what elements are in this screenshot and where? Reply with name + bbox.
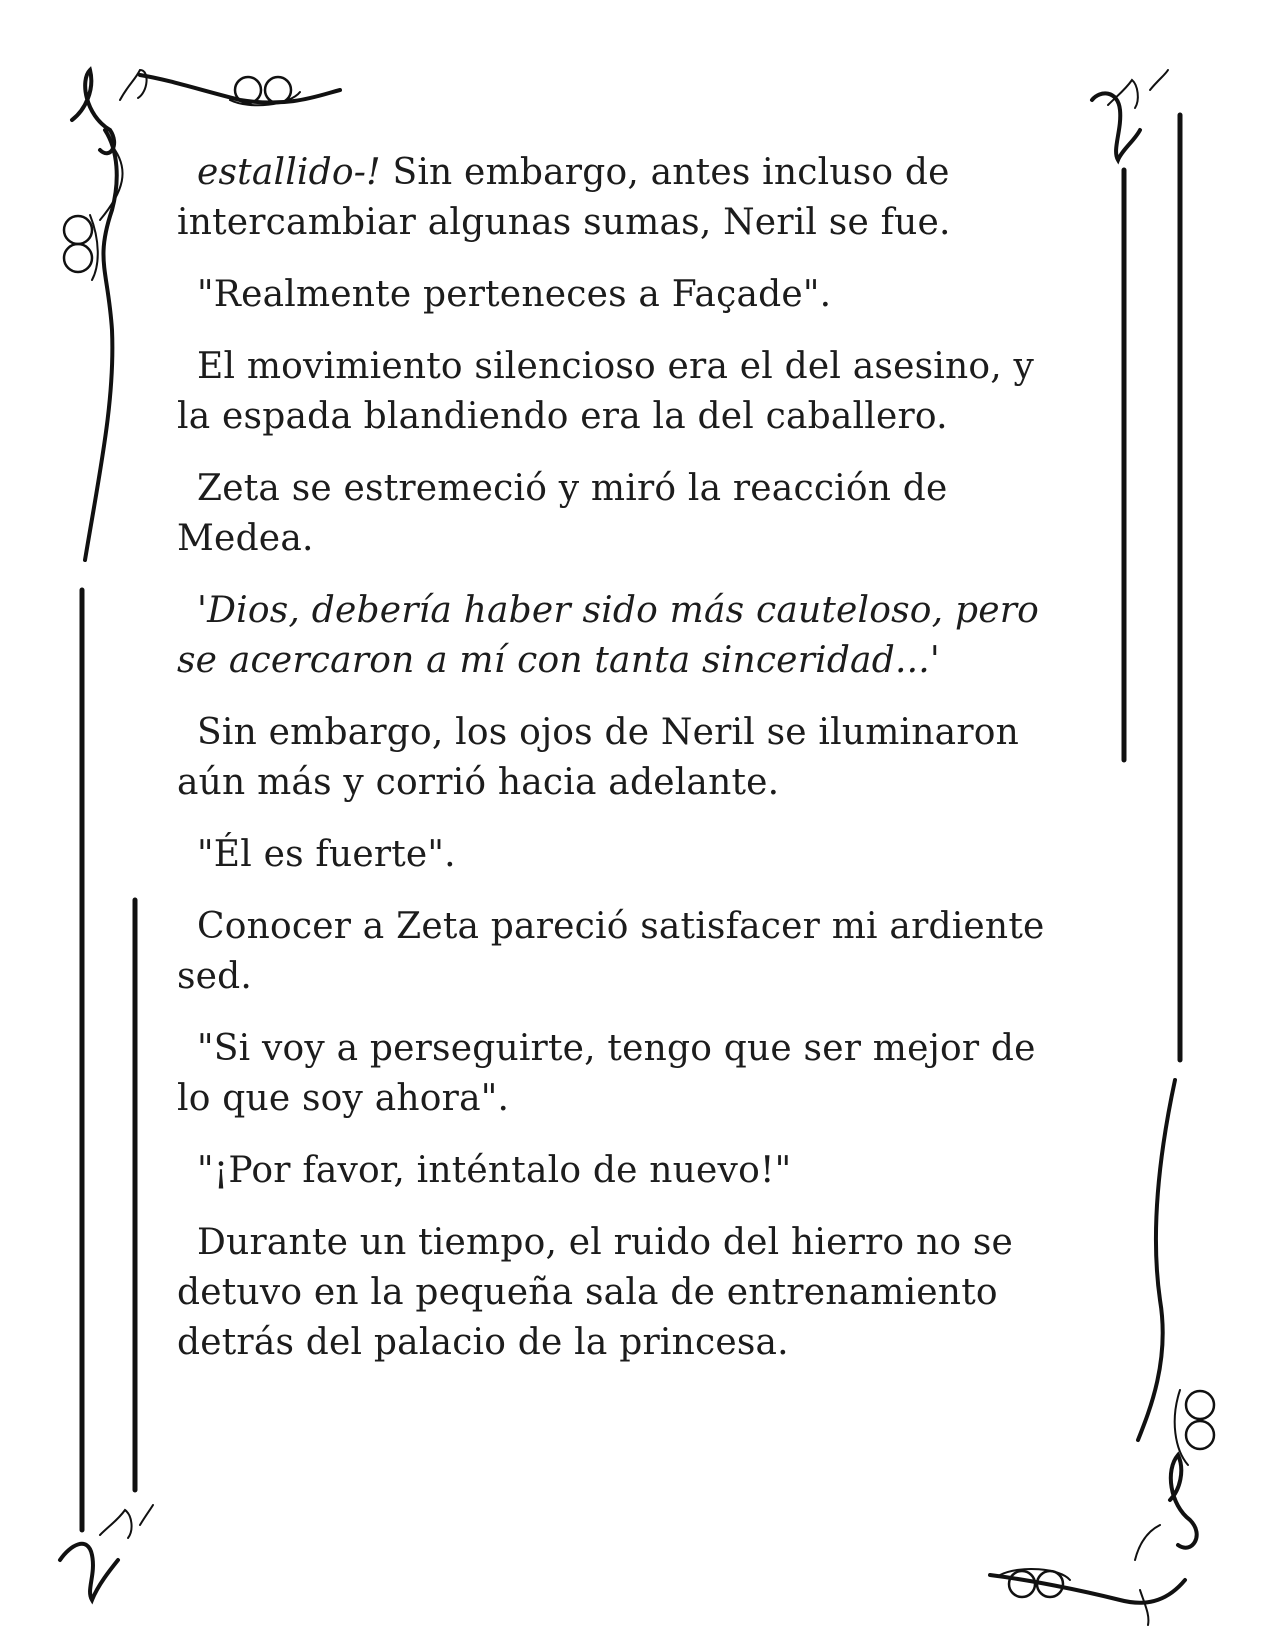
paragraph-11: Durante un tiempo, el ruido del hierro no se detuvo en la pequeña sala de entrenamiento detrás del palacio de la princesa.: [177, 1222, 1014, 1363]
paragraph-1: [177, 148, 1077, 248]
paragraph-7: "Él es fuerte".: [197, 834, 456, 875]
paragraph-4: Zeta se estremeció y miró la reacción de Medea.: [177, 468, 948, 559]
paragraph-5-thought: 'Dios, debería haber sido más cauteloso, pero se acercaron a mí con tanta sinceridad...': [177, 590, 1039, 681]
bottom-left-flourish-icon: [60, 1505, 153, 1600]
paragraph-8: Conocer a Zeta pareció satisfacer mi ardiente sed.: [177, 906, 1045, 997]
paragraph-2: "Realmente perteneces a Façade".: [197, 274, 832, 315]
paragraph-9: "Si voy a perseguirte, tengo que ser mejor de lo que soy ahora".: [177, 1028, 1036, 1119]
paragraph-3: El movimiento silencioso era el del asesino, y la espada blandiendo era la del caballero.: [177, 346, 1035, 437]
top-right-flourish-icon: [1092, 70, 1180, 1060]
page-body: [177, 148, 1077, 1390]
paragraph-10: "¡Por favor, inténtalo de nuevo!": [197, 1150, 792, 1191]
italic-lead: estallido-!: [197, 152, 381, 193]
paragraph-6: Sin embargo, los ojos de Neril se iluminaron aún más y corrió hacia adelante.: [177, 712, 1019, 803]
paragraph-text: Sin embargo, antes incluso de intercambiar algunas sumas, Neril se fue.: [177, 152, 951, 243]
